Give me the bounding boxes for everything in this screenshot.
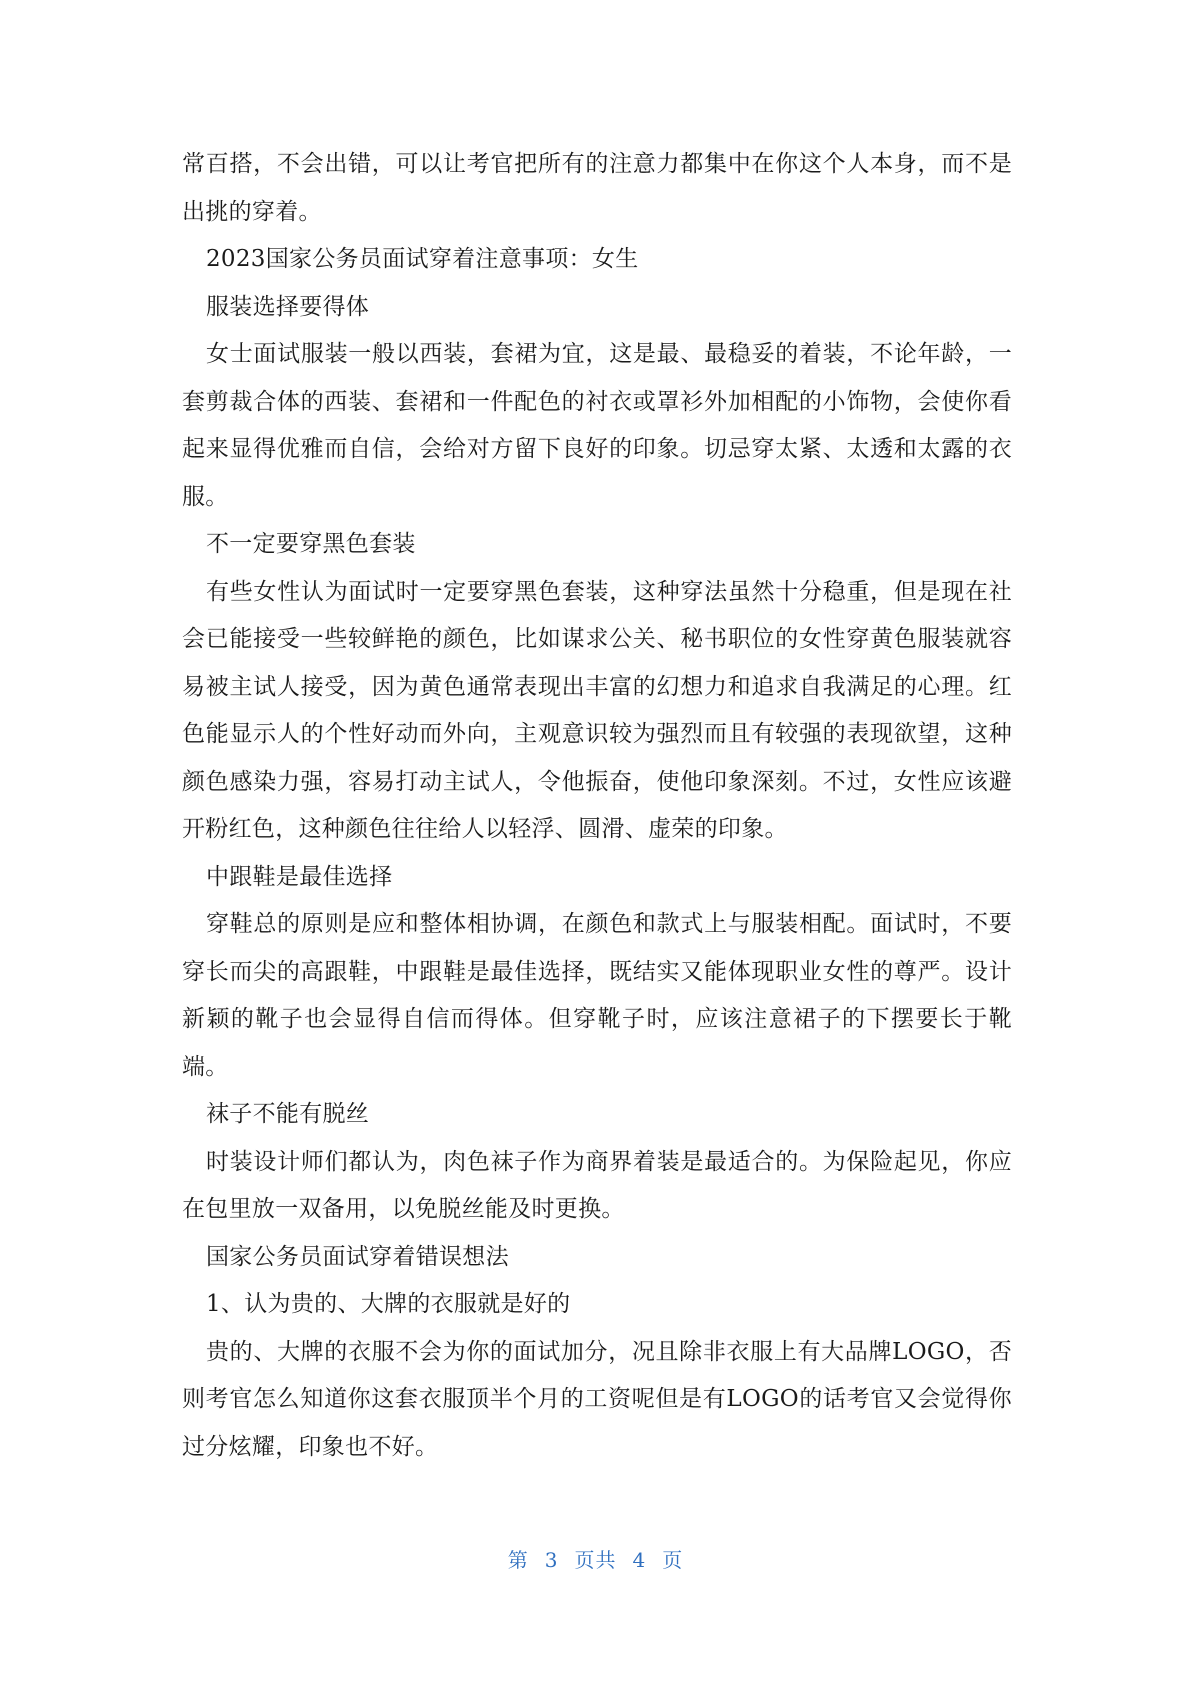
paragraph: 有些女性认为面试时一定要穿黑色套装，这种穿法虽然十分稳重，但是现在社会已能接受一些较鲜艳的颜色，比如谋求公关、秘书职位的女性穿黄色服装就容易被主试人接受，因为黄色通常表现出丰富的幻想力和追求自我满足的心理。红色能显示人的个性好动而外向，主观意识较为强烈而且有较强的表现欲望，这种颜色感染力强，容易打动主试人，令他振奋，使他印象深刻。不过，女性应该避开粉红色，这种颜色往往给人以轻浮、圆滑、虚荣的印象。 [182,578,1012,842]
subheading: 不一定要穿黑色套装 [206,531,416,557]
paragraph: 时装设计师们都认为，肉色袜子作为商界着装是最适合的。为保险起见，你应在包里放一双备用，以免脱丝能及时更换。 [182,1148,1012,1222]
subheading: 服装选择要得体 [206,293,370,320]
page-footer [0,1544,1191,1573]
footer-middle: 页共 [574,1548,617,1572]
subheading: 袜子不能有脱丝 [206,1101,370,1127]
paragraph: 女士面试服装一般以西装，套裙为宜，这是最、最稳妥的着装，不论年龄，一套剪裁合体的西装、套裙和一件配色的衬衣或罩衫外加相配的小饰物，会使你看起来显得优雅而自信，会给对方留下良好的印象。切忌穿太紧、太透和太露的衣服。 [182,341,1012,510]
subheading: 中跟鞋是最佳选择 [206,863,393,890]
document-body [182,141,1012,1471]
footer-current-page: 3 [544,1548,559,1572]
paragraph: 穿鞋总的原则是应和整体相协调，在颜色和款式上与服装相配。面试时，不要穿长而尖的高跟鞋，中跟鞋是最佳选择，既结实又能体现职业女性的尊严。设计新颖的靴子也会显得自信而得体。但穿靴子时，应该注意裙子的下摆要长于靴端。 [182,911,1012,1080]
footer-suffix: 页 [662,1548,684,1572]
subheading: 1、认为贵的、大牌的衣服就是好的 [206,1291,571,1317]
footer-prefix: 第 [507,1548,529,1572]
section-heading: 国家公务员面试穿着错误想法 [206,1243,509,1270]
section-heading: 2023国家公务员面试穿着注意事项：女生 [206,246,639,272]
paragraph: 贵的、大牌的衣服不会为你的面试加分，况且除非衣服上有大品牌LOGO，否则考官怎么知道你这套衣服顶半个月的工资呢但是有LOGO的话考官又会觉得你过分炫耀，印象也不好。 [182,1338,1012,1460]
paragraph: 常百搭，不会出错，可以让考官把所有的注意力都集中在你这个人本身，而不是出挑的穿着。 [182,151,1012,225]
footer-total-pages: 4 [632,1548,647,1572]
